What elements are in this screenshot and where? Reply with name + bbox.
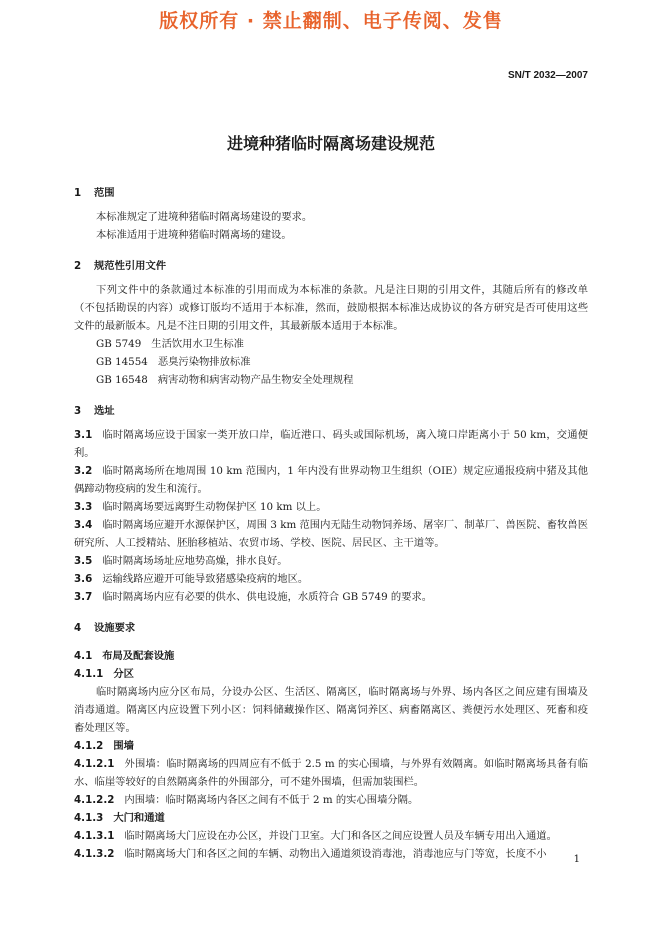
subsection-title: 大门和通道: [113, 812, 165, 824]
subsection-number: 4.1.1: [74, 668, 104, 680]
clause-number: 3.4: [74, 519, 93, 531]
standard-number: SN/T 2032—2007: [507, 70, 588, 81]
subsection-title: 分区: [113, 668, 134, 680]
reference-name: 生活饮用水卫生标准: [151, 338, 244, 350]
section-title: 范围: [94, 187, 115, 199]
section-title: 设施要求: [94, 622, 136, 634]
reference-code: GB 5749: [96, 338, 142, 350]
section-heading: [74, 619, 588, 637]
clause: [74, 426, 588, 462]
reference-code: GB 14554: [96, 356, 148, 368]
clause: [74, 516, 588, 552]
section-number: 2: [74, 260, 82, 272]
clause-number: 4.1.3.1: [74, 830, 115, 842]
reference-name: 恶臭污染物排放标准: [157, 356, 251, 368]
clause: [74, 588, 588, 606]
clause: [74, 570, 588, 588]
clause: [74, 791, 588, 809]
clause-number: 3.1: [74, 429, 93, 441]
clause-number: 4.1.2.1: [74, 758, 115, 770]
paragraph: 下列文件中的条款通过本标准的引用而成为本标准的条款。凡是注日期的引用文件，其随后所有的修改单（不包括勘误的内容）或修订版均不适用于本标准，然而，鼓励根据本标准达成协议的各方研究是否可使用这些文件的最新版本。凡是不注日期的引用文件，其最新版本适用于本标准。: [74, 284, 588, 332]
subsection-title: 布局及配套设施: [102, 650, 175, 662]
clause-text: 临时隔离场内应有必要的供水、供电设施，水质符合 GB 5749 的要求。: [102, 591, 433, 603]
clause-text: 临时隔离场场址应地势高燥，排水良好。: [102, 555, 288, 567]
clause: [74, 552, 588, 570]
clause-text: 临时隔离场应避开水源保护区，周围 3 km 范围内无陆生动物饲养场、屠宰厂、制革厂、兽医院、畜牧兽医研究所、人工授精站、胚胎移植站、农贸市场、学校、医院、居民区、主干道等。: [74, 519, 588, 549]
clause-text: 外围墙：临时隔离场的四周应有不低于 2.5 m 的实心围墙，与外界有效隔离。如临时隔离场具备有临水、临崖等较好的自然隔离条件的外围部分，可不建外围墙，但需加装围栏。: [74, 758, 588, 788]
subsection-heading: [74, 665, 588, 683]
document-body: [74, 178, 588, 863]
clause-number: 3.5: [74, 555, 93, 567]
section-title: 选址: [94, 405, 115, 417]
subsection-heading: [74, 737, 588, 755]
copyright-banner: 版权所有 · 禁止翻制、电子传阅、发售: [159, 10, 503, 32]
subsection-title: 围墙: [113, 740, 134, 752]
subsection-heading: [74, 647, 588, 665]
clause-number: 3.6: [74, 573, 93, 585]
clause-text: 临时隔离场要远离野生动物保护区 10 km 以上。: [102, 501, 327, 513]
clause-text: 临时隔离场所在地周围 10 km 范围内，1 年内没有世界动物卫生组织（OIE）规定应通报疫病中猪及其他偶蹄动物疫病的发生和流行。: [74, 465, 588, 495]
paragraph: 临时隔离场内应分区布局，分设办公区、生活区、隔离区，临时隔离场与外界、场内各区之间应建有围墙及消毒通道。隔离区内应设置下列小区：饲料储藏操作区、隔离饲养区、病畜隔离区、粪便污水处理区、死畜和疫畜处理区等。: [74, 686, 588, 734]
clause-number: 4.1.2.2: [74, 794, 115, 806]
subsection-heading: [74, 809, 588, 827]
clause: [74, 498, 588, 516]
clause-number: 3.3: [74, 501, 93, 513]
clause: [74, 755, 588, 791]
section-heading: [74, 402, 588, 420]
section-number: 4: [74, 622, 82, 634]
clause-number: 4.1.3.2: [74, 848, 115, 860]
reference-item: [96, 335, 588, 353]
clause-text: 临时隔离场应设于国家一类开放口岸，临近港口、码头或国际机场，离入境口岸距离小于 50 km，交通便利。: [74, 429, 588, 459]
reference-item: [96, 371, 588, 389]
paragraph: 本标准适用于进境种猪临时隔离场的建设。: [96, 229, 292, 241]
reference-code: GB 16548: [96, 374, 148, 386]
clause-number: 3.7: [74, 591, 93, 603]
clause-text: 内围墙：临时隔离场内各区之间有不低于 2 m 的实心围墙分隔。: [124, 794, 419, 806]
subsection-number: 4.1: [74, 650, 93, 662]
paragraph: 本标准规定了进境种猪临时隔离场建设的要求。: [96, 211, 313, 223]
section-number: 3: [74, 405, 82, 417]
document-title: 进境种猪临时隔离场建设规范: [226, 134, 435, 153]
section-number: 1: [74, 187, 82, 199]
clause: [74, 845, 588, 863]
section-heading: [74, 184, 588, 202]
clause: [74, 827, 588, 845]
subsection-number: 4.1.2: [74, 740, 104, 752]
clause-text: 临时隔离场大门应设在办公区，并设门卫室。大门和各区之间应设置人员及车辆专用出入通道。: [124, 830, 557, 842]
clause-text: 运输线路应避开可能导致猪感染疫病的地区。: [102, 573, 309, 585]
reference-name: 病害动物和病害动物产品生物安全处理规程: [157, 374, 354, 386]
page-number: 1: [573, 854, 580, 865]
section-title: 规范性引用文件: [94, 260, 167, 272]
clause: [74, 462, 588, 498]
clause-number: 3.2: [74, 465, 93, 477]
reference-item: [96, 353, 588, 371]
section-heading: [74, 257, 588, 275]
subsection-number: 4.1.3: [74, 812, 104, 824]
clause-text: 临时隔离场大门和各区之间的车辆、动物出入通道须设消毒池，消毒池应与门等宽，长度不小: [124, 848, 547, 860]
